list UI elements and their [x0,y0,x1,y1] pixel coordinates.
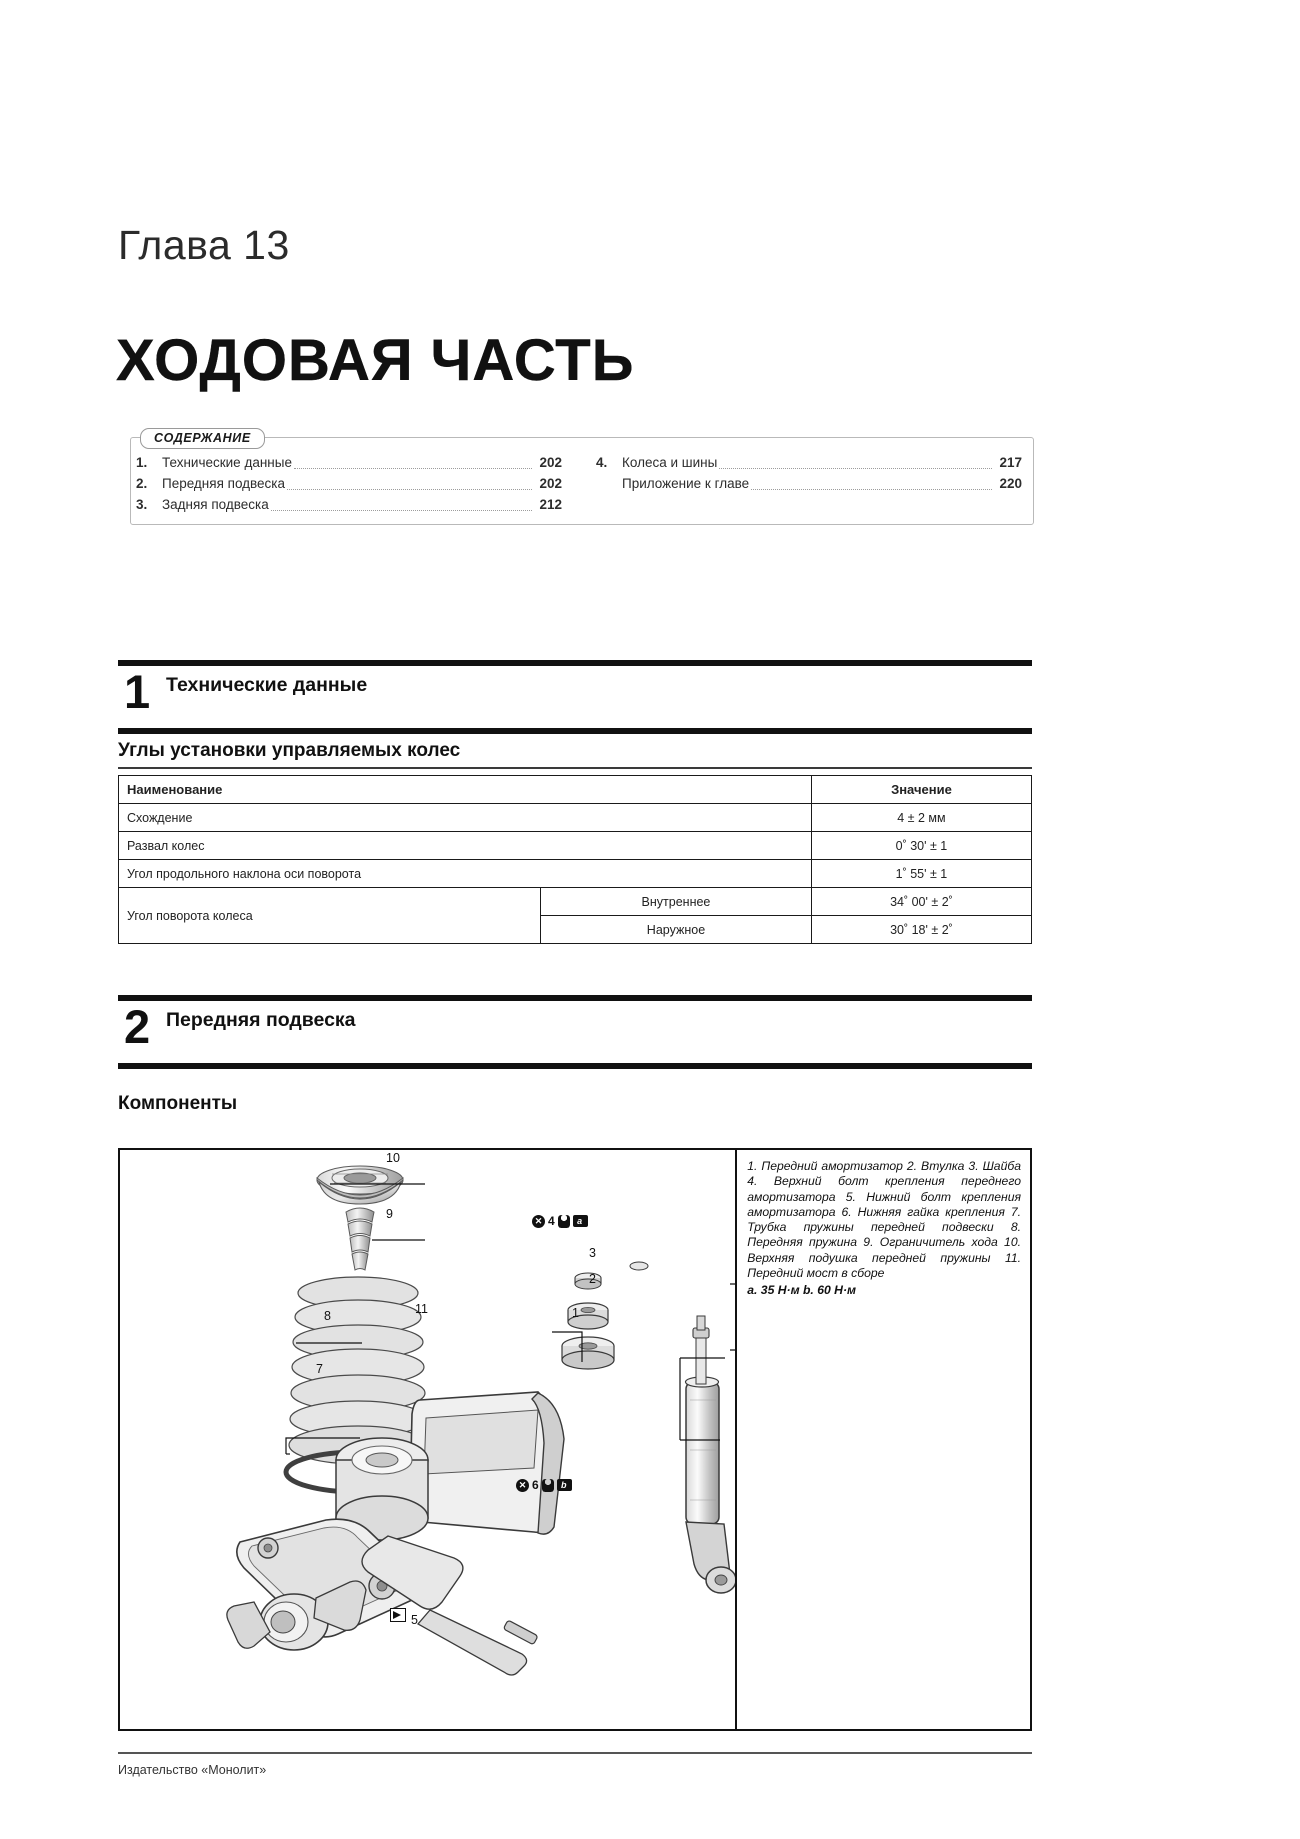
column-header-value: Значение [811,776,1031,804]
section-header-1 [118,660,1032,734]
callout-9: 9 [386,1207,393,1221]
toc-column-left [130,452,562,515]
figure-caption [737,1150,1030,1729]
toc-item-label: Приложение к главе [622,476,750,491]
table-row [119,860,1032,888]
cell-value: 4 ± 2 мм [811,804,1031,832]
section-title: Технические данные [166,674,368,696]
badge-count: 4 [548,1214,555,1228]
badge-count: 6 [532,1478,539,1492]
arrow-icon [390,1608,406,1622]
toc-item-page: 220 [999,476,1022,491]
chapter-label: Глава 13 [118,222,290,268]
section-rule-bottom [118,1063,1032,1069]
toc-item-label: Задняя подвеска [162,497,269,512]
toc-item-number: 4. [596,455,608,470]
table-row [119,832,1032,860]
callout-2: 2 [589,1272,596,1286]
wrench-icon [558,1215,570,1228]
toc-dot-leader [271,499,532,511]
subheading-wheel-alignment: Углы установки управляемых колес [118,740,461,761]
cell-subname: Внутреннее [541,888,812,916]
cell-subname: Наружное [541,916,812,944]
suspension-diagram [120,1150,737,1729]
list-item[interactable] [130,452,562,473]
toc-item-label: Технические данные [162,455,292,470]
multiply-icon: ✕ [532,1215,545,1228]
list-item[interactable] [130,494,562,515]
section-number: 2 [124,1000,151,1053]
section-title: Передняя подвеска [166,1009,356,1031]
badge-torque: b [557,1479,572,1491]
cell-value: 34˚ 00' ± 2˚ [811,888,1031,916]
toc-item-number: 3. [136,497,148,512]
callout-5: 5 [411,1613,418,1627]
list-item[interactable] [590,452,1022,473]
toc-item-number: 1. [136,455,148,470]
toc-item-number: 2. [136,476,148,491]
callout-11: 11 [415,1302,428,1316]
toc-item-page: 217 [999,455,1022,470]
cell-value: 1˚ 55' ± 1 [811,860,1031,888]
cell-name: Угол продольного наклона оси поворота [119,860,812,888]
caption-torque-note: a. 35 Н·м b. 60 Н·м [747,1283,857,1298]
suspension-drawing-svg [120,1150,737,1729]
toc-columns [130,452,1032,515]
cell-name-grouped: Угол поворота колеса [119,888,541,944]
section-header-2 [118,995,1032,1069]
callout-7: 7 [316,1362,323,1376]
toc-dot-leader [287,478,532,490]
toc-label: СОДЕРЖАНИЕ [140,428,265,449]
table-header-row [119,776,1032,804]
toc-column-right [590,452,1022,515]
section-rule-bottom [118,728,1032,734]
badge-torque: a [573,1215,588,1227]
torque-badge-4a [532,1214,588,1228]
torque-badge-6b [516,1478,572,1492]
cell-value: 0˚ 30' ± 1 [811,832,1031,860]
callout-8: 8 [324,1309,331,1323]
section-number: 1 [124,665,151,718]
cell-name: Развал колес [119,832,812,860]
toc-dot-leader [294,457,532,469]
wrench-icon [542,1479,554,1492]
callout-1: 1 [572,1306,579,1320]
toc-dot-leader [719,457,992,469]
page-title: ХОДОВАЯ ЧАСТЬ [116,328,635,393]
wheel-alignment-table [118,775,1032,944]
column-header-name: Наименование [119,776,812,804]
subheading-components: Компоненты [118,1093,238,1114]
components-figure [118,1148,1032,1731]
toc-item-page: 202 [539,455,562,470]
toc-item-page: 202 [539,476,562,491]
publisher-footer: Издательство «Монолит» [118,1763,267,1777]
table-row [119,804,1032,832]
toc-item-page: 212 [539,497,562,512]
toc-dot-leader [751,478,992,490]
caption-text: 1. Передний амортизатор 2. Втулка 3. Шайба 4. Верхний болт крепления переднего амортизатора 5. Нижний болт крепления амортизатора 6. Нижняя гайка крепления 7. Трубка пружины передней подвески 8. Передняя пружина 9. Ограничитель хода 10. Верхняя подушка передней пружины 11. Передний мост в сборе [747,1159,1021,1281]
cell-name: Схождение [119,804,812,832]
multiply-icon: ✕ [516,1479,529,1492]
callout-3: 3 [589,1246,596,1260]
list-item[interactable] [590,473,1022,494]
list-item[interactable] [130,473,562,494]
toc-item-label: Передняя подвеска [162,476,286,491]
cell-value: 30˚ 18' ± 2˚ [811,916,1031,944]
callout-10: 10 [386,1151,400,1165]
footer-divider [118,1752,1032,1754]
toc-item-label: Колеса и шины [622,455,718,470]
divider [118,767,1032,769]
table-row [119,888,1032,916]
arrow-marker-5 [390,1608,406,1622]
